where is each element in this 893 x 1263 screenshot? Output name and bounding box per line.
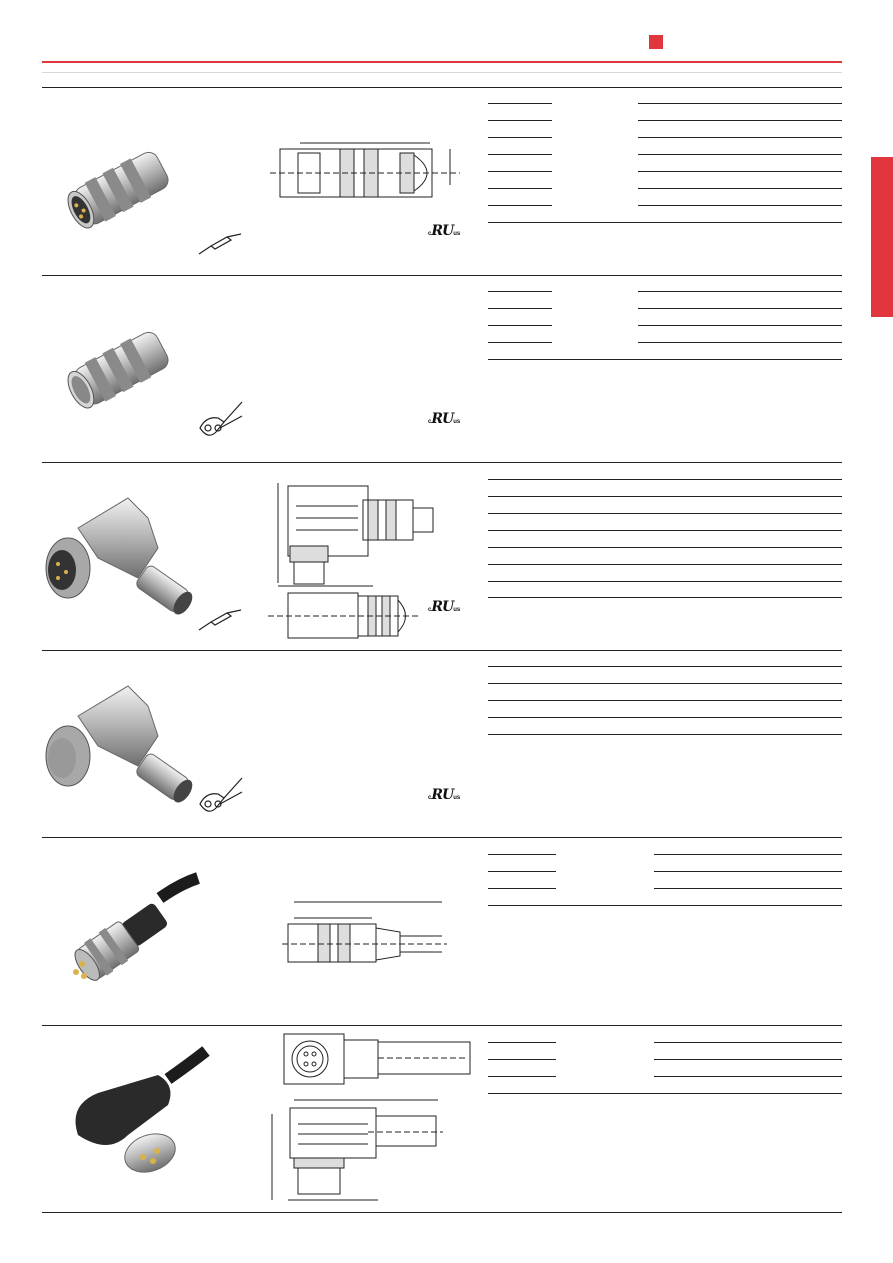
section-divider (42, 1212, 842, 1213)
spec-row-line (638, 342, 842, 343)
spec-row-line (488, 291, 552, 292)
spec-row-line (488, 666, 842, 667)
spec-row-line (654, 1076, 842, 1077)
spec-row-line (488, 496, 842, 497)
spec-row-line (488, 308, 552, 309)
spec-row-line (488, 205, 552, 206)
spec-row-line (488, 597, 842, 598)
ul-certification-mark: cRUus (428, 599, 461, 615)
header-rule (42, 61, 842, 63)
spec-row-line (488, 513, 842, 514)
spec-row-line (654, 888, 842, 889)
crimp-tool-icon (196, 774, 246, 818)
spec-row-line (488, 1059, 556, 1060)
spec-row-line (488, 1093, 842, 1094)
technical-drawing (268, 1030, 468, 1208)
spec-row-line (488, 359, 842, 360)
spec-row-line (488, 905, 842, 906)
spec-row-line (488, 683, 842, 684)
spec-row-line (638, 137, 842, 138)
side-tab-marker (871, 157, 893, 317)
spec-row-line (638, 325, 842, 326)
spec-row-line (638, 188, 842, 189)
spec-row-line (488, 1042, 556, 1043)
spec-row-line (488, 1076, 556, 1077)
spec-row-line (488, 103, 552, 104)
connector-photo (58, 140, 178, 240)
spec-row-line (638, 154, 842, 155)
spec-row-line (488, 325, 552, 326)
spec-row-line (654, 1059, 842, 1060)
spec-row-line (488, 888, 556, 889)
ul-certification-mark: cRUus (428, 411, 461, 427)
spec-row-line (488, 171, 552, 172)
spec-row-line (638, 120, 842, 121)
ul-certification-mark: cRUus (428, 223, 461, 239)
section-divider (42, 462, 842, 463)
angled-molded-cable-connector-photo (58, 1045, 208, 1190)
section-divider (42, 275, 842, 276)
spec-row-line (488, 871, 556, 872)
spec-row-line (654, 1042, 842, 1043)
spec-row-line (488, 120, 552, 121)
spec-row-line (488, 137, 552, 138)
spec-row-line (488, 581, 842, 582)
crimp-tool-icon (196, 398, 246, 442)
section-divider (42, 1025, 842, 1026)
soldering-iron-icon (197, 232, 245, 256)
technical-drawing (270, 135, 470, 205)
spec-row-line (654, 871, 842, 872)
spec-row-line (488, 479, 842, 480)
spec-row-line (488, 222, 842, 223)
spec-row-line (488, 530, 842, 531)
spec-row-line (638, 103, 842, 104)
spec-row-line (488, 547, 842, 548)
spec-row-line (638, 291, 842, 292)
spec-row-line (488, 734, 842, 735)
connector-photo (58, 320, 178, 420)
header-thin-rule (42, 72, 842, 73)
spec-row-line (488, 717, 842, 718)
spec-row-line (638, 205, 842, 206)
soldering-iron-icon (197, 608, 245, 632)
angled-connector-photo (38, 676, 198, 806)
section-divider (42, 837, 842, 838)
technical-drawing (268, 478, 448, 643)
section-divider (42, 650, 842, 651)
spec-row-line (638, 308, 842, 309)
spec-row-line (488, 188, 552, 189)
spec-row-line (488, 342, 552, 343)
technical-drawing (282, 900, 452, 965)
spec-row-line (488, 154, 552, 155)
spec-row-line (654, 854, 842, 855)
red-square-icon (649, 35, 663, 49)
spec-row-line (488, 854, 556, 855)
angled-connector-photo (38, 488, 198, 618)
spec-row-line (488, 564, 842, 565)
section-divider (42, 87, 842, 88)
ul-certification-mark: cRUus (428, 787, 461, 803)
spec-row-line (638, 171, 842, 172)
molded-cable-connector-photo (60, 872, 205, 992)
spec-row-line (488, 700, 842, 701)
